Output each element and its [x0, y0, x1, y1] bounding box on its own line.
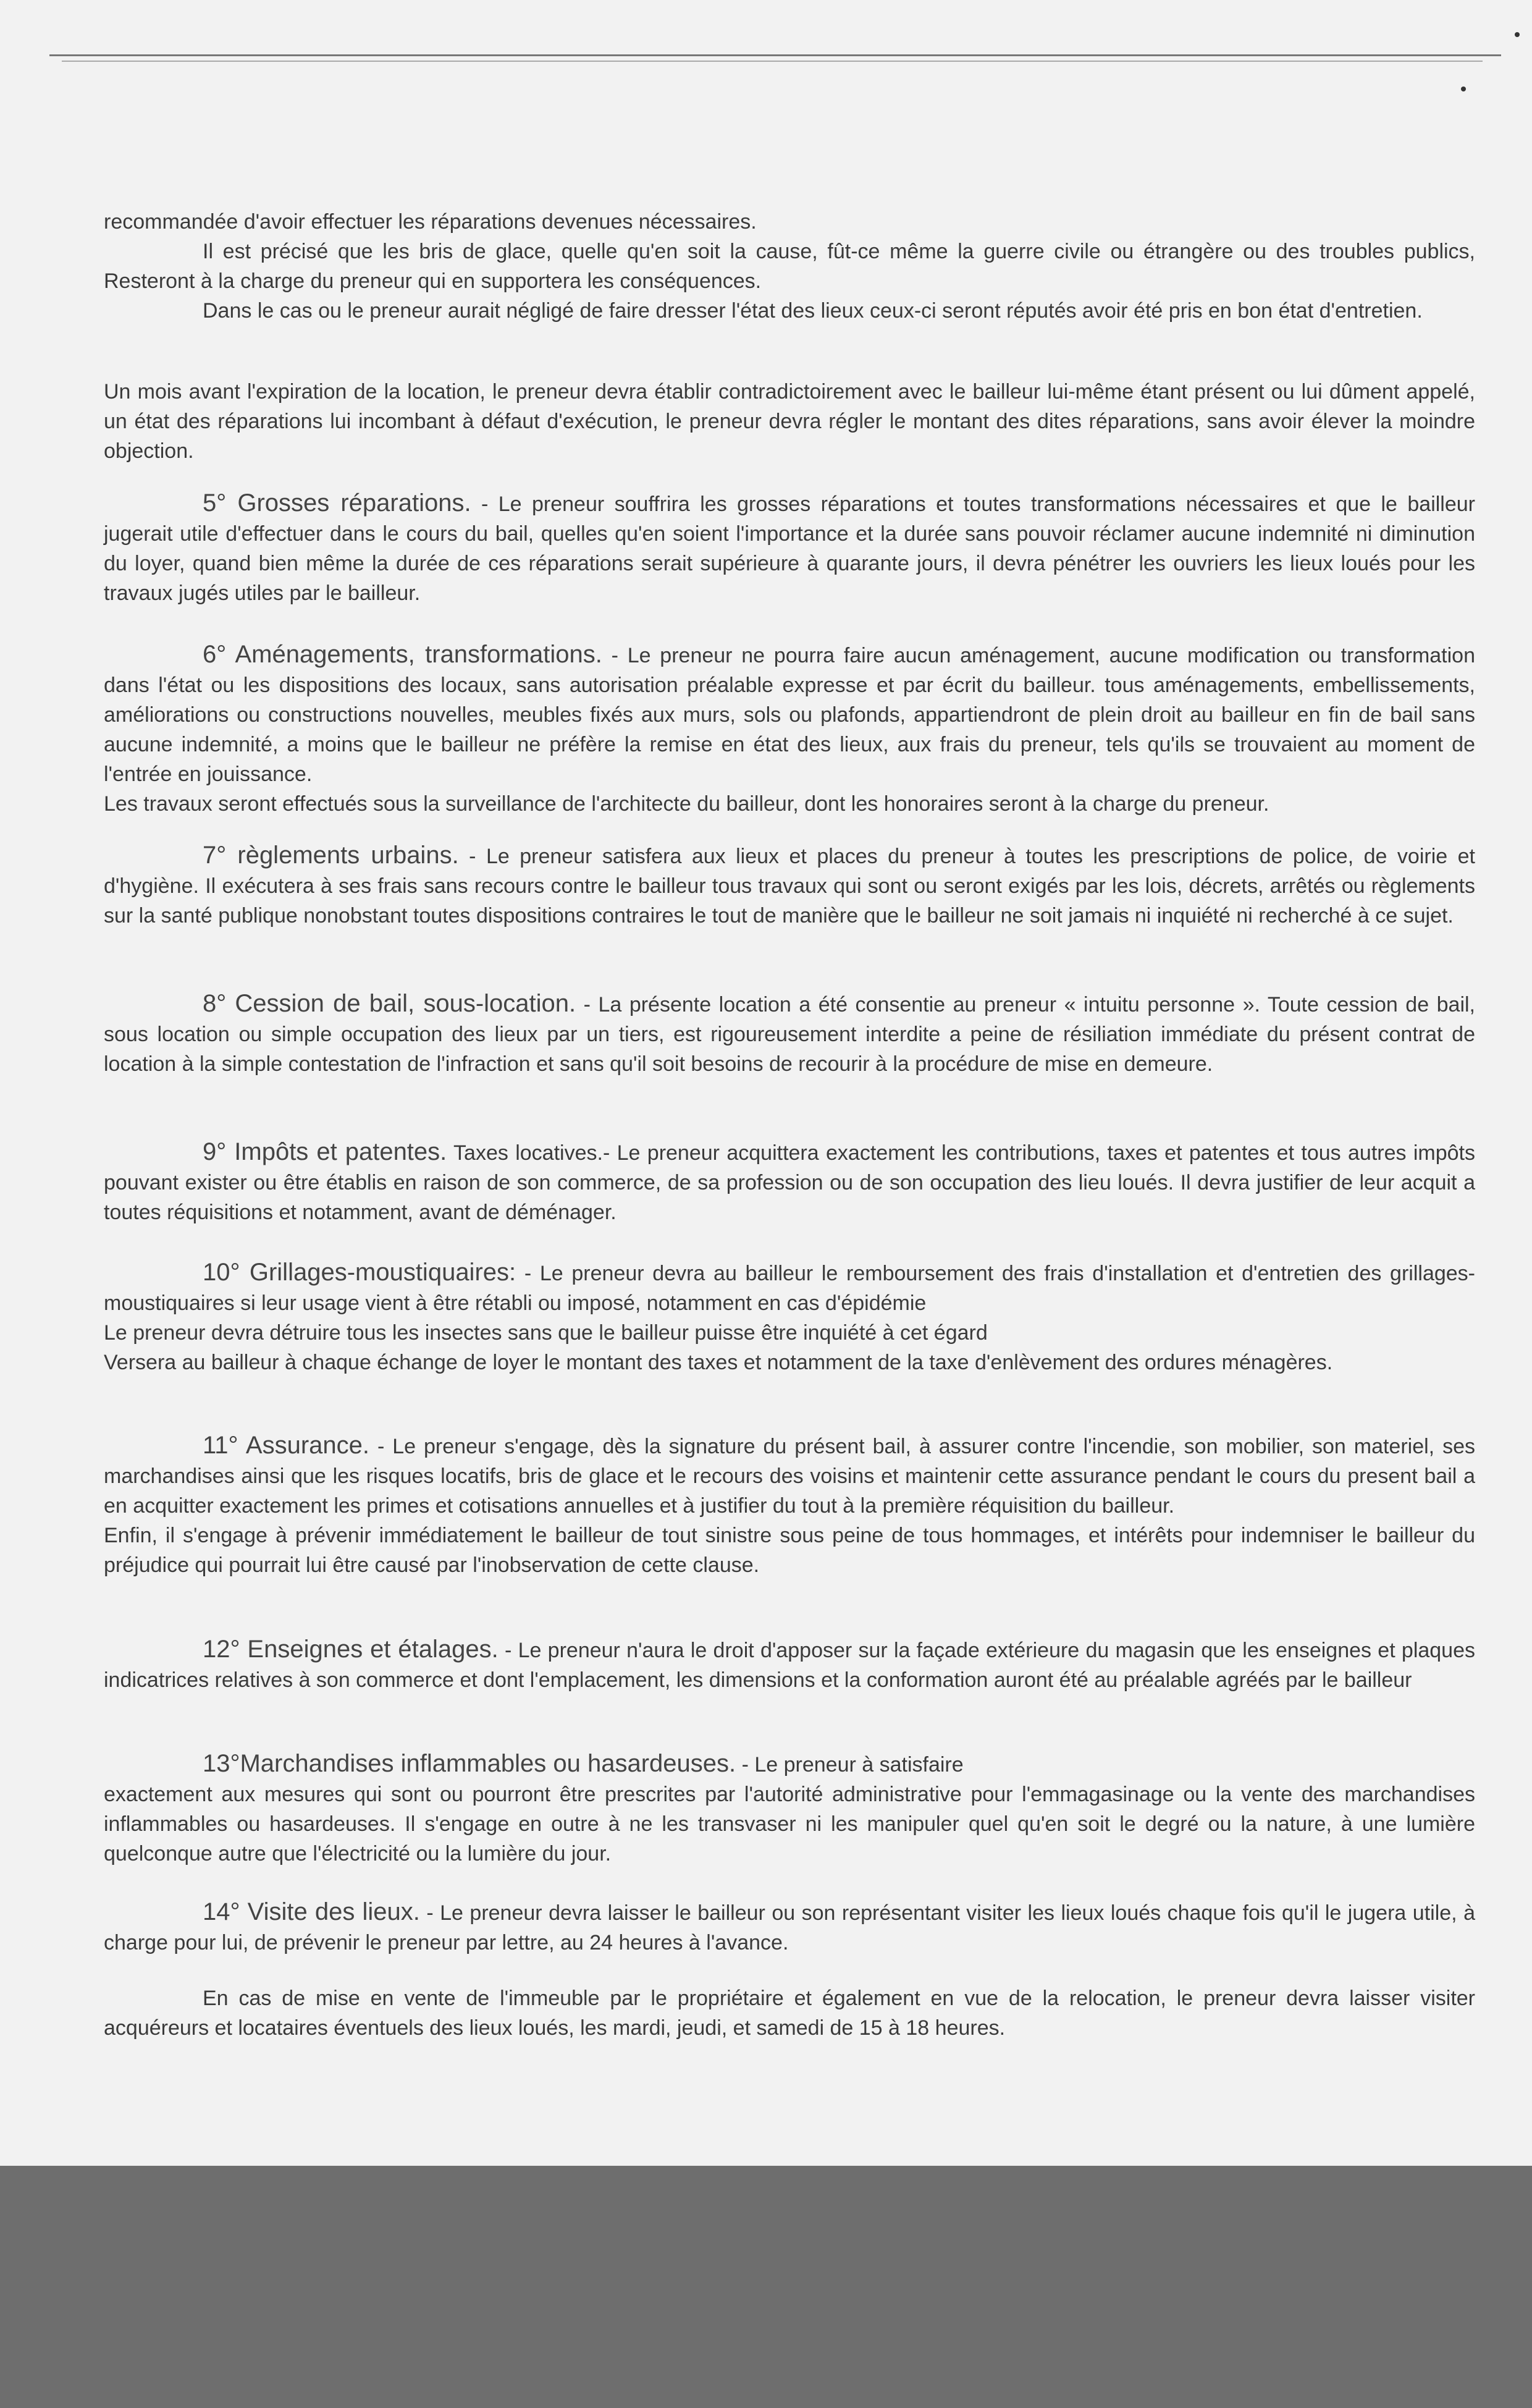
section-text: Taxes locatives.- Le preneur acquittera exactement les contributions, taxes et patentes et tous autres impôts pouvant exister ou être établis en raison de son commerce, de sa profession ou de son occupation des lieu loués. Il devra justifier de leur acquit a toutes réquisitions et notamment, avant de déménager. [104, 1141, 1475, 1224]
section-heading: 13°Marchandises inflammables ou hasardeuses. [203, 1750, 736, 1777]
section-text: - Le preneur n'aura le droit d'apposer sur la façade extérieure du magasin que les enseignes et plaques indicatrices relatives à son commerce et dont l'emplacement, les dimensions et la conformation auront été au préalable agréés par le bailleur [104, 1639, 1476, 1692]
section-heading: 11° Assurance. [203, 1432, 370, 1459]
section-9 [104, 1137, 1475, 1227]
section-13 [104, 1749, 1475, 1869]
section-12 [104, 1634, 1475, 1695]
section-extra-paragraph: Le preneur devra détruire tous les insectes sans que le bailleur puisse être inquiété à cet égard [104, 1321, 988, 1345]
intro-block [104, 207, 1475, 326]
scan-speck [1515, 32, 1520, 37]
section-text: - Le preneur ne pourra faire aucun aménagement, aucune modification ou transformation dans l'état ou les dispositions des locaux, sans autorisation préalable expresse et par écrit du bailleur. tous aménagements, embellissements, améliorations ou constructions nouvelles, meubles fixés aux murs, sols ou plafonds, appartiendront de plein droit au bailleur en fin de bail sans aucune indemnité, a moins que le bailleur ne préfère la remise en état des lieux, aux frais du preneur, tels qu'ils se trouvaient au moment de l'entrée en jouissance. [104, 644, 1475, 786]
section-text: - Le preneur satisfera aux lieux et places du preneur à toutes les prescriptions de police, de voirie et d'hygiène. Il exécutera à ses frais sans recours contre le bailleur tous travaux qui sont ou seront exigés par les lois, décrets, arrêtés ou règlements sur la santé publique nonobstant toutes dispositions contraires le tout de manière que le bailleur ne soit jamais ni inquiété ni recherché à ce sujet. [104, 845, 1475, 927]
scan-top-rule-secondary [62, 61, 1483, 62]
section-heading: 8° Cession de bail, sous-location. [203, 990, 576, 1017]
intro-paragraph: Dans le cas ou le preneur aurait négligé de faire dresser l'état des lieux ceux-ci seront réputés avoir été pris en bon état d'entretien. [203, 299, 1423, 323]
closing-block [104, 1983, 1475, 2043]
section-14 [104, 1897, 1475, 1958]
section-extra-paragraph: Versera au bailleur à chaque échange de loyer le montant des taxes et notamment de la taxe d'enlèvement des ordures ménagères. [104, 1351, 1333, 1374]
scan-speck [1461, 87, 1466, 91]
section-text: - Le preneur à satisfaire [736, 1753, 964, 1776]
section-6 [104, 640, 1475, 819]
section-heading: 9° Impôts et patentes. [203, 1138, 447, 1165]
section-text: - Le preneur devra au bailleur le remboursement des frais d'installation et d'entretien des grillages-moustiquaires si leur usage vient à être rétabli ou imposé, notamment en cas d'épidémie [104, 1262, 1476, 1315]
section-heading: 6° Aménagements, transformations. [203, 641, 602, 668]
section-8 [104, 989, 1475, 1079]
section-heading: 5° Grosses réparations. [203, 489, 471, 517]
section-extra-paragraph: Enfin, il s'engage à prévenir immédiatement le bailleur de tout sinistre sous peine de tous hommages, et intérêts pour indemniser le bailleur du préjudice qui pourrait lui être causé par l'inobservation de cette clause. [104, 1524, 1475, 1577]
section-11 [104, 1430, 1475, 1580]
scan-bottom-margin [0, 2166, 1532, 2408]
section-extra-paragraph: Les travaux seront effectués sous la surveillance de l'architecte du bailleur, dont les honoraires seront à la charge du preneur. [104, 792, 1269, 816]
section-text: - Le preneur devra laisser le bailleur ou son représentant visiter les lieux loués chaque fois qu'il le jugera utile, à charge pour lui, de prévenir le preneur par lettre, au 24 heures à l'avance. [104, 1901, 1475, 1954]
scan-top-rule [49, 54, 1501, 56]
intro-paragraph: Il est précisé que les bris de glace, quelle qu'en soit la cause, fût-ce même la guerre civile ou étrangère ou des troubles publics, Resteront à la charge du preneur qui en supportera les conséquences. [104, 240, 1475, 293]
section-10 [104, 1257, 1475, 1377]
section-text: - La présente location a été consentie au preneur « intuitu personne ». Toute cession de bail, sous location ou simple occupation des lieux par un tiers, est rigoureusement interdite a peine de résiliation immédiate du présent contrat de location à la simple contestation de l'infraction et sans qu'il soit besoins de recourir à la procédure de mise en demeure. [104, 993, 1476, 1076]
section-heading: 12° Enseignes et étalages. [203, 1636, 499, 1663]
closing-paragraph: En cas de mise en vente de l'immeuble par le propriétaire et également en vue de la relocation, le preneur devra laisser visiter acquéreurs et locataires éventuels des lieux loués, les mardi, jeudi, et samedi de 15 à 18 heures. [104, 1987, 1475, 2040]
section-heading: 7° règlements urbains. [203, 842, 459, 869]
intro-line: recommandée d'avoir effectuer les réparations devenues nécessaires. [104, 210, 757, 234]
section-text: - Le preneur s'engage, dès la signature du présent bail, à assurer contre l'incendie, son mobilier, son materiel, ses marchandises ainsi que les risques locatifs, bris de glace et le recours des voisins et maintenir cette assurance pendant le cours du present bail a en acquitter exactement les primes et cotisations annuelles et à justifier du tout à la première réquisition du bailleur. [104, 1435, 1475, 1518]
section-heading: 10° Grillages-moustiquaires: [203, 1259, 516, 1286]
section-5 [104, 488, 1475, 608]
section-extra-paragraph: exactement aux mesures qui sont ou pourront être prescrites par l'autorité administrative pour l'emmagasinage ou la vente des marchandises inflammables ou hasardeuses. Il s'engage en outre à ne les transvaser ni les manipuler quel qu'en soit le degré ou la nature, à une lumière quelconque autre que l'électricité ou la lumière du jour. [104, 1783, 1475, 1865]
section-heading: 14° Visite des lieux. [203, 1898, 420, 1925]
intro-block-2 [104, 377, 1475, 466]
section-text: - Le preneur souffrira les grosses réparations et toutes transformations nécessaires et que le bailleur jugerait utile d'effectuer dans le cours du bail, quelles qu'en soient l'importance et la durée sans pouvoir réclamer aucune indemnité ni diminution du loyer, quand bien même la durée de ces réparations serait supérieure à quarante jours, il devra pénétrer les ouvriers les lieux loués pour les travaux jugés utiles par le bailleur. [104, 492, 1475, 605]
intro-paragraph: Un mois avant l'expiration de la location, le preneur devra établir contradictoirement avec le bailleur lui-même étant présent ou lui dûment appelé, un état des réparations lui incombant à défaut d'exécution, le preneur devra régler le montant des dites réparations, sans avoir élever la moindre objection. [104, 380, 1475, 463]
section-7 [104, 840, 1475, 931]
